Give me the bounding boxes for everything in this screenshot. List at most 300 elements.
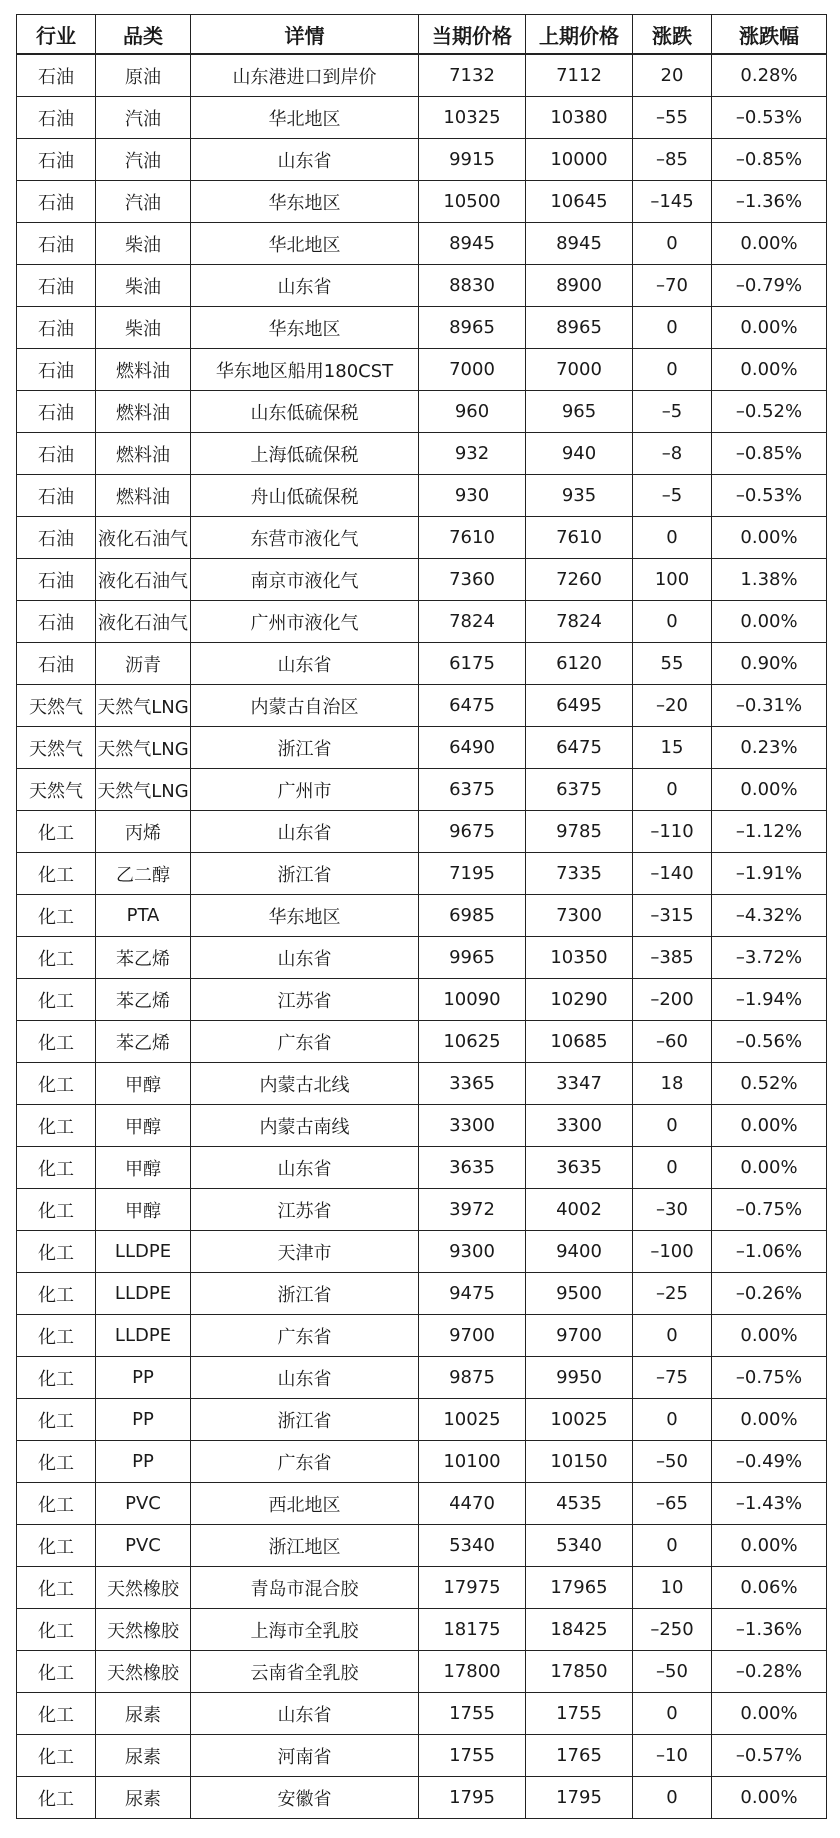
cell-change-percent: 0.23% bbox=[712, 727, 827, 769]
cell-change: –20 bbox=[633, 685, 712, 727]
cell-details: 内蒙古北线 bbox=[191, 1063, 419, 1105]
cell-current-price: 9700 bbox=[419, 1315, 526, 1357]
cell-change-percent: 0.00% bbox=[712, 1693, 827, 1735]
cell-current-price: 17975 bbox=[419, 1567, 526, 1609]
table-body bbox=[17, 54, 827, 1819]
cell-industry: 石油 bbox=[17, 643, 96, 685]
cell-change: –250 bbox=[633, 1609, 712, 1651]
cell-change-percent: –1.36% bbox=[712, 181, 827, 223]
cell-industry: 化工 bbox=[17, 1483, 96, 1525]
cell-details: 华东地区 bbox=[191, 181, 419, 223]
table-row bbox=[17, 1609, 827, 1651]
cell-industry: 石油 bbox=[17, 391, 96, 433]
cell-previous-price: 10150 bbox=[526, 1441, 633, 1483]
cell-category: 汽油 bbox=[96, 181, 191, 223]
cell-change: –50 bbox=[633, 1651, 712, 1693]
cell-change: –60 bbox=[633, 1021, 712, 1063]
cell-change: –8 bbox=[633, 433, 712, 475]
cell-industry: 化工 bbox=[17, 1693, 96, 1735]
cell-previous-price: 10685 bbox=[526, 1021, 633, 1063]
cell-current-price: 10325 bbox=[419, 97, 526, 139]
cell-details: 山东省 bbox=[191, 265, 419, 307]
table-row bbox=[17, 181, 827, 223]
cell-details: 内蒙古南线 bbox=[191, 1105, 419, 1147]
cell-change-percent: 0.90% bbox=[712, 643, 827, 685]
cell-change-percent: –0.57% bbox=[712, 1735, 827, 1777]
column-header-previous-price: 上期价格 bbox=[526, 15, 633, 55]
cell-category: 尿素 bbox=[96, 1735, 191, 1777]
cell-category: 天然气LNG bbox=[96, 727, 191, 769]
cell-details: 江苏省 bbox=[191, 1189, 419, 1231]
cell-change: 15 bbox=[633, 727, 712, 769]
cell-category: 苯乙烯 bbox=[96, 1021, 191, 1063]
cell-details: 山东低硫保税 bbox=[191, 391, 419, 433]
cell-category: PP bbox=[96, 1357, 191, 1399]
cell-change-percent: 0.06% bbox=[712, 1567, 827, 1609]
cell-current-price: 7360 bbox=[419, 559, 526, 601]
cell-change-percent: 0.00% bbox=[712, 517, 827, 559]
cell-previous-price: 6495 bbox=[526, 685, 633, 727]
table-row bbox=[17, 937, 827, 979]
cell-current-price: 7610 bbox=[419, 517, 526, 559]
cell-industry: 化工 bbox=[17, 979, 96, 1021]
cell-category: 柴油 bbox=[96, 307, 191, 349]
cell-change-percent: –0.53% bbox=[712, 475, 827, 517]
cell-category: PVC bbox=[96, 1525, 191, 1567]
cell-change: 0 bbox=[633, 1777, 712, 1819]
cell-industry: 化工 bbox=[17, 895, 96, 937]
cell-change: –5 bbox=[633, 475, 712, 517]
cell-details: 华东地区 bbox=[191, 307, 419, 349]
table-row bbox=[17, 601, 827, 643]
cell-previous-price: 7000 bbox=[526, 349, 633, 391]
cell-details: 浙江地区 bbox=[191, 1525, 419, 1567]
cell-category: 苯乙烯 bbox=[96, 979, 191, 1021]
cell-category: LLDPE bbox=[96, 1273, 191, 1315]
table-row bbox=[17, 475, 827, 517]
cell-category: PP bbox=[96, 1441, 191, 1483]
cell-industry: 化工 bbox=[17, 1567, 96, 1609]
cell-current-price: 7000 bbox=[419, 349, 526, 391]
cell-category: 乙二醇 bbox=[96, 853, 191, 895]
cell-current-price: 6375 bbox=[419, 769, 526, 811]
column-header-change: 涨跌 bbox=[633, 15, 712, 55]
cell-previous-price: 8900 bbox=[526, 265, 633, 307]
cell-details: 山东港进口到岸价 bbox=[191, 54, 419, 97]
cell-industry: 天然气 bbox=[17, 769, 96, 811]
cell-change: –140 bbox=[633, 853, 712, 895]
cell-change: 0 bbox=[633, 223, 712, 265]
cell-change: 0 bbox=[633, 601, 712, 643]
table-row bbox=[17, 1231, 827, 1273]
cell-previous-price: 10645 bbox=[526, 181, 633, 223]
table-row bbox=[17, 1357, 827, 1399]
cell-change: –55 bbox=[633, 97, 712, 139]
cell-current-price: 5340 bbox=[419, 1525, 526, 1567]
cell-industry: 石油 bbox=[17, 517, 96, 559]
cell-previous-price: 4535 bbox=[526, 1483, 633, 1525]
cell-category: 尿素 bbox=[96, 1777, 191, 1819]
cell-change: 0 bbox=[633, 1315, 712, 1357]
cell-current-price: 9675 bbox=[419, 811, 526, 853]
cell-details: 云南省全乳胶 bbox=[191, 1651, 419, 1693]
cell-current-price: 9915 bbox=[419, 139, 526, 181]
cell-current-price: 10625 bbox=[419, 1021, 526, 1063]
cell-change: 0 bbox=[633, 1693, 712, 1735]
cell-current-price: 8830 bbox=[419, 265, 526, 307]
cell-details: 华东地区 bbox=[191, 895, 419, 937]
cell-category: 苯乙烯 bbox=[96, 937, 191, 979]
cell-change-percent: –0.49% bbox=[712, 1441, 827, 1483]
cell-industry: 化工 bbox=[17, 1777, 96, 1819]
table-row bbox=[17, 265, 827, 307]
table-row bbox=[17, 895, 827, 937]
cell-change-percent: –0.79% bbox=[712, 265, 827, 307]
cell-change-percent: –1.36% bbox=[712, 1609, 827, 1651]
cell-industry: 化工 bbox=[17, 1315, 96, 1357]
cell-previous-price: 7300 bbox=[526, 895, 633, 937]
cell-previous-price: 5340 bbox=[526, 1525, 633, 1567]
cell-category: 丙烯 bbox=[96, 811, 191, 853]
cell-current-price: 4470 bbox=[419, 1483, 526, 1525]
cell-industry: 化工 bbox=[17, 1021, 96, 1063]
cell-current-price: 3972 bbox=[419, 1189, 526, 1231]
cell-category: 甲醇 bbox=[96, 1105, 191, 1147]
table-row bbox=[17, 853, 827, 895]
cell-industry: 化工 bbox=[17, 1399, 96, 1441]
cell-current-price: 9875 bbox=[419, 1357, 526, 1399]
cell-change-percent: 0.00% bbox=[712, 1105, 827, 1147]
cell-industry: 石油 bbox=[17, 307, 96, 349]
cell-industry: 石油 bbox=[17, 265, 96, 307]
column-header-category: 品类 bbox=[96, 15, 191, 55]
cell-change-percent: –0.75% bbox=[712, 1357, 827, 1399]
cell-change-percent: 0.52% bbox=[712, 1063, 827, 1105]
cell-change-percent: –1.06% bbox=[712, 1231, 827, 1273]
cell-previous-price: 9700 bbox=[526, 1315, 633, 1357]
cell-details: 广州市 bbox=[191, 769, 419, 811]
cell-previous-price: 4002 bbox=[526, 1189, 633, 1231]
table-row bbox=[17, 727, 827, 769]
cell-current-price: 9475 bbox=[419, 1273, 526, 1315]
cell-category: 汽油 bbox=[96, 97, 191, 139]
cell-category: 天然橡胶 bbox=[96, 1567, 191, 1609]
cell-category: 燃料油 bbox=[96, 475, 191, 517]
cell-industry: 石油 bbox=[17, 433, 96, 475]
cell-industry: 石油 bbox=[17, 139, 96, 181]
table-row bbox=[17, 139, 827, 181]
cell-previous-price: 7824 bbox=[526, 601, 633, 643]
column-header-change-percent: 涨跌幅 bbox=[712, 15, 827, 55]
cell-current-price: 1795 bbox=[419, 1777, 526, 1819]
cell-change-percent: –0.28% bbox=[712, 1651, 827, 1693]
cell-change-percent: –1.94% bbox=[712, 979, 827, 1021]
cell-details: 山东省 bbox=[191, 1693, 419, 1735]
cell-change: 0 bbox=[633, 517, 712, 559]
cell-details: 广东省 bbox=[191, 1441, 419, 1483]
cell-details: 浙江省 bbox=[191, 1399, 419, 1441]
table-row bbox=[17, 1063, 827, 1105]
price-table bbox=[16, 14, 827, 1819]
cell-details: 天津市 bbox=[191, 1231, 419, 1273]
cell-current-price: 6175 bbox=[419, 643, 526, 685]
cell-industry: 石油 bbox=[17, 223, 96, 265]
cell-current-price: 3300 bbox=[419, 1105, 526, 1147]
cell-change: 10 bbox=[633, 1567, 712, 1609]
cell-current-price: 9300 bbox=[419, 1231, 526, 1273]
table-row bbox=[17, 769, 827, 811]
cell-industry: 石油 bbox=[17, 54, 96, 97]
cell-change-percent: 0.00% bbox=[712, 307, 827, 349]
cell-industry: 石油 bbox=[17, 601, 96, 643]
cell-category: 汽油 bbox=[96, 139, 191, 181]
cell-details: 华东地区船用180CST bbox=[191, 349, 419, 391]
cell-industry: 化工 bbox=[17, 937, 96, 979]
cell-change-percent: 1.38% bbox=[712, 559, 827, 601]
table-row bbox=[17, 1189, 827, 1231]
cell-industry: 化工 bbox=[17, 1273, 96, 1315]
table-row bbox=[17, 307, 827, 349]
cell-current-price: 18175 bbox=[419, 1609, 526, 1651]
cell-industry: 化工 bbox=[17, 1147, 96, 1189]
cell-current-price: 1755 bbox=[419, 1735, 526, 1777]
cell-change: 100 bbox=[633, 559, 712, 601]
cell-change: 0 bbox=[633, 1399, 712, 1441]
cell-details: 青岛市混合胶 bbox=[191, 1567, 419, 1609]
cell-category: 燃料油 bbox=[96, 391, 191, 433]
cell-details: 广州市液化气 bbox=[191, 601, 419, 643]
cell-change: 0 bbox=[633, 769, 712, 811]
cell-previous-price: 8965 bbox=[526, 307, 633, 349]
cell-change: –315 bbox=[633, 895, 712, 937]
table-row bbox=[17, 1021, 827, 1063]
cell-previous-price: 6120 bbox=[526, 643, 633, 685]
cell-previous-price: 7112 bbox=[526, 54, 633, 97]
cell-details: 浙江省 bbox=[191, 727, 419, 769]
cell-industry: 化工 bbox=[17, 811, 96, 853]
table-header-row bbox=[17, 15, 827, 55]
cell-change: –5 bbox=[633, 391, 712, 433]
cell-details: 山东省 bbox=[191, 811, 419, 853]
cell-change-percent: 0.00% bbox=[712, 769, 827, 811]
cell-previous-price: 7260 bbox=[526, 559, 633, 601]
cell-current-price: 7132 bbox=[419, 54, 526, 97]
table-row bbox=[17, 1105, 827, 1147]
cell-industry: 天然气 bbox=[17, 727, 96, 769]
cell-category: PP bbox=[96, 1399, 191, 1441]
cell-previous-price: 9950 bbox=[526, 1357, 633, 1399]
cell-category: 柴油 bbox=[96, 223, 191, 265]
cell-change: –75 bbox=[633, 1357, 712, 1399]
table-row bbox=[17, 979, 827, 1021]
cell-previous-price: 9400 bbox=[526, 1231, 633, 1273]
cell-category: 燃料油 bbox=[96, 349, 191, 391]
cell-industry: 化工 bbox=[17, 1525, 96, 1567]
cell-category: 液化石油气 bbox=[96, 601, 191, 643]
cell-current-price: 17800 bbox=[419, 1651, 526, 1693]
cell-details: 华北地区 bbox=[191, 97, 419, 139]
cell-previous-price: 18425 bbox=[526, 1609, 633, 1651]
cell-industry: 化工 bbox=[17, 1609, 96, 1651]
cell-industry: 石油 bbox=[17, 349, 96, 391]
column-header-industry: 行业 bbox=[17, 15, 96, 55]
cell-details: 安徽省 bbox=[191, 1777, 419, 1819]
cell-industry: 石油 bbox=[17, 97, 96, 139]
cell-industry: 石油 bbox=[17, 559, 96, 601]
cell-current-price: 3365 bbox=[419, 1063, 526, 1105]
table-row bbox=[17, 643, 827, 685]
cell-industry: 化工 bbox=[17, 853, 96, 895]
cell-change-percent: 0.28% bbox=[712, 54, 827, 97]
cell-change: 0 bbox=[633, 307, 712, 349]
cell-industry: 化工 bbox=[17, 1357, 96, 1399]
cell-change-percent: –0.85% bbox=[712, 433, 827, 475]
cell-previous-price: 1755 bbox=[526, 1693, 633, 1735]
cell-category: 天然橡胶 bbox=[96, 1609, 191, 1651]
cell-previous-price: 17965 bbox=[526, 1567, 633, 1609]
cell-previous-price: 3635 bbox=[526, 1147, 633, 1189]
table-row bbox=[17, 811, 827, 853]
cell-details: 上海低硫保税 bbox=[191, 433, 419, 475]
cell-current-price: 8965 bbox=[419, 307, 526, 349]
cell-previous-price: 9500 bbox=[526, 1273, 633, 1315]
cell-change-percent: –1.43% bbox=[712, 1483, 827, 1525]
cell-previous-price: 1795 bbox=[526, 1777, 633, 1819]
cell-change-percent: –0.56% bbox=[712, 1021, 827, 1063]
cell-current-price: 930 bbox=[419, 475, 526, 517]
cell-current-price: 6490 bbox=[419, 727, 526, 769]
cell-previous-price: 10350 bbox=[526, 937, 633, 979]
cell-category: 沥青 bbox=[96, 643, 191, 685]
cell-change-percent: –1.91% bbox=[712, 853, 827, 895]
table-row bbox=[17, 54, 827, 97]
cell-previous-price: 10000 bbox=[526, 139, 633, 181]
cell-current-price: 6475 bbox=[419, 685, 526, 727]
cell-change-percent: –1.12% bbox=[712, 811, 827, 853]
cell-industry: 化工 bbox=[17, 1231, 96, 1273]
cell-change-percent: 0.00% bbox=[712, 1399, 827, 1441]
cell-details: 舟山低硫保税 bbox=[191, 475, 419, 517]
table-row bbox=[17, 1693, 827, 1735]
column-header-details: 详情 bbox=[191, 15, 419, 55]
cell-previous-price: 1765 bbox=[526, 1735, 633, 1777]
cell-category: 天然橡胶 bbox=[96, 1651, 191, 1693]
table-row bbox=[17, 223, 827, 265]
cell-previous-price: 17850 bbox=[526, 1651, 633, 1693]
table-row bbox=[17, 517, 827, 559]
cell-industry: 石油 bbox=[17, 475, 96, 517]
table-row bbox=[17, 1147, 827, 1189]
cell-category: 甲醇 bbox=[96, 1147, 191, 1189]
cell-details: 山东省 bbox=[191, 1147, 419, 1189]
table-row bbox=[17, 97, 827, 139]
cell-details: 江苏省 bbox=[191, 979, 419, 1021]
cell-change: 0 bbox=[633, 1525, 712, 1567]
cell-change: 0 bbox=[633, 1147, 712, 1189]
cell-category: 天然气LNG bbox=[96, 769, 191, 811]
cell-change: 20 bbox=[633, 54, 712, 97]
cell-details: 华北地区 bbox=[191, 223, 419, 265]
cell-change: 0 bbox=[633, 349, 712, 391]
cell-current-price: 10500 bbox=[419, 181, 526, 223]
cell-details: 上海市全乳胶 bbox=[191, 1609, 419, 1651]
cell-previous-price: 965 bbox=[526, 391, 633, 433]
cell-current-price: 7824 bbox=[419, 601, 526, 643]
cell-previous-price: 10025 bbox=[526, 1399, 633, 1441]
table-row bbox=[17, 685, 827, 727]
cell-previous-price: 6475 bbox=[526, 727, 633, 769]
cell-change: –100 bbox=[633, 1231, 712, 1273]
cell-current-price: 10090 bbox=[419, 979, 526, 1021]
cell-previous-price: 935 bbox=[526, 475, 633, 517]
cell-change: –10 bbox=[633, 1735, 712, 1777]
table-row bbox=[17, 1777, 827, 1819]
cell-change-percent: 0.00% bbox=[712, 223, 827, 265]
cell-current-price: 3635 bbox=[419, 1147, 526, 1189]
cell-details: 山东省 bbox=[191, 139, 419, 181]
cell-change-percent: 0.00% bbox=[712, 349, 827, 391]
cell-change-percent: 0.00% bbox=[712, 1147, 827, 1189]
cell-change: 0 bbox=[633, 1105, 712, 1147]
cell-previous-price: 10290 bbox=[526, 979, 633, 1021]
cell-change-percent: –0.53% bbox=[712, 97, 827, 139]
cell-current-price: 932 bbox=[419, 433, 526, 475]
table-row bbox=[17, 1483, 827, 1525]
cell-change-percent: –0.52% bbox=[712, 391, 827, 433]
table-row bbox=[17, 391, 827, 433]
cell-current-price: 6985 bbox=[419, 895, 526, 937]
cell-category: 天然气LNG bbox=[96, 685, 191, 727]
cell-change: –145 bbox=[633, 181, 712, 223]
table-row bbox=[17, 1567, 827, 1609]
cell-category: LLDPE bbox=[96, 1315, 191, 1357]
cell-details: 广东省 bbox=[191, 1021, 419, 1063]
cell-details: 内蒙古自治区 bbox=[191, 685, 419, 727]
cell-change-percent: –3.72% bbox=[712, 937, 827, 979]
cell-category: 甲醇 bbox=[96, 1063, 191, 1105]
cell-category: 液化石油气 bbox=[96, 517, 191, 559]
cell-change-percent: –0.75% bbox=[712, 1189, 827, 1231]
table-row bbox=[17, 1735, 827, 1777]
cell-previous-price: 3300 bbox=[526, 1105, 633, 1147]
cell-previous-price: 940 bbox=[526, 433, 633, 475]
cell-change-percent: 0.00% bbox=[712, 1525, 827, 1567]
cell-current-price: 7195 bbox=[419, 853, 526, 895]
cell-current-price: 10025 bbox=[419, 1399, 526, 1441]
cell-details: 山东省 bbox=[191, 1357, 419, 1399]
cell-change: –200 bbox=[633, 979, 712, 1021]
cell-change-percent: 0.00% bbox=[712, 1777, 827, 1819]
cell-category: 柴油 bbox=[96, 265, 191, 307]
cell-change: –110 bbox=[633, 811, 712, 853]
cell-change-percent: 0.00% bbox=[712, 1315, 827, 1357]
table-row bbox=[17, 349, 827, 391]
cell-current-price: 1755 bbox=[419, 1693, 526, 1735]
cell-change-percent: –0.26% bbox=[712, 1273, 827, 1315]
cell-current-price: 960 bbox=[419, 391, 526, 433]
cell-change: 18 bbox=[633, 1063, 712, 1105]
cell-category: 燃料油 bbox=[96, 433, 191, 475]
cell-change: –85 bbox=[633, 139, 712, 181]
cell-change-percent: 0.00% bbox=[712, 601, 827, 643]
cell-category: LLDPE bbox=[96, 1231, 191, 1273]
cell-industry: 化工 bbox=[17, 1063, 96, 1105]
cell-details: 西北地区 bbox=[191, 1483, 419, 1525]
cell-category: 尿素 bbox=[96, 1693, 191, 1735]
cell-industry: 化工 bbox=[17, 1189, 96, 1231]
cell-previous-price: 7335 bbox=[526, 853, 633, 895]
cell-change-percent: –4.32% bbox=[712, 895, 827, 937]
